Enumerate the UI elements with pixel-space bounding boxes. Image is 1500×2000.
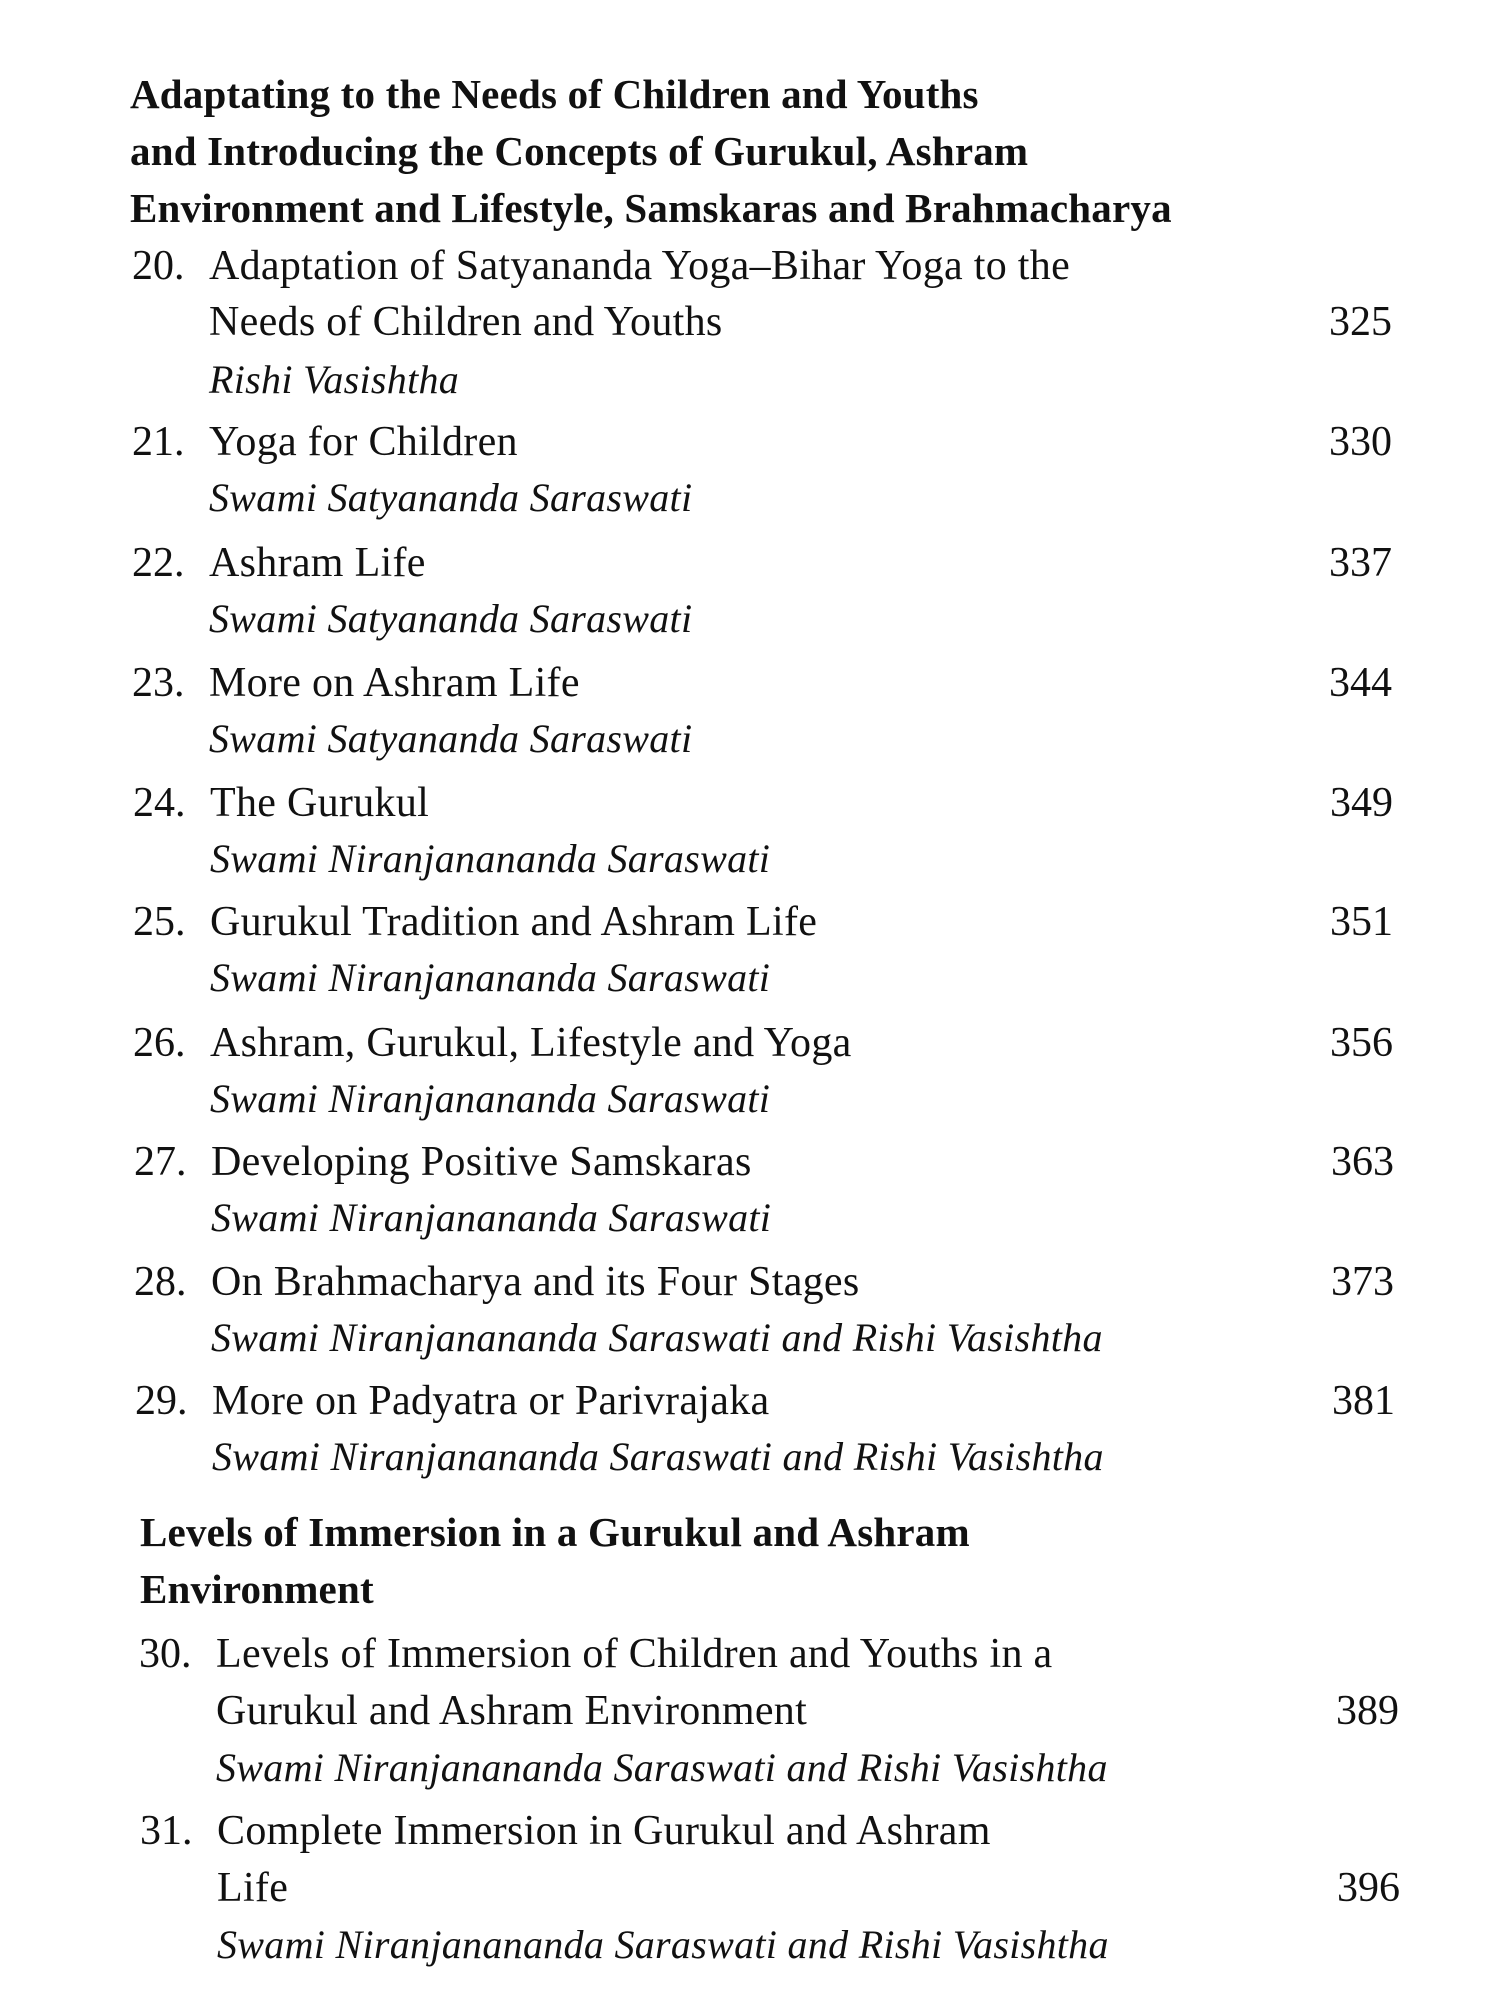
entry-number: 20. bbox=[132, 243, 185, 289]
entry-page-number: 396 bbox=[1337, 1865, 1400, 1911]
entry-title: Needs of Children and Youths bbox=[209, 299, 723, 345]
entry-number: 26. bbox=[133, 1020, 186, 1066]
entry-page-number: 373 bbox=[1331, 1259, 1394, 1305]
entry-page-number: 325 bbox=[1329, 299, 1392, 345]
section-heading-line: Environment bbox=[140, 1566, 374, 1612]
entry-page-number: 344 bbox=[1329, 660, 1392, 706]
entry-number: 21. bbox=[132, 419, 185, 465]
entry-author: Swami Niranjanananda Saraswati bbox=[211, 1195, 772, 1240]
entry-author: Swami Satyananda Saraswati bbox=[209, 475, 693, 520]
entry-number: 28. bbox=[134, 1259, 187, 1305]
entry-title: Levels of Immersion of Children and Youths in a bbox=[216, 1631, 1053, 1677]
entry-title: Ashram Life bbox=[209, 540, 426, 586]
entry-author: Swami Niranjanananda Saraswati and Rishi Vasishtha bbox=[211, 1315, 1103, 1360]
entry-number: 23. bbox=[132, 660, 185, 706]
entry-number: 25. bbox=[133, 899, 186, 945]
section-heading-line: Levels of Immersion in a Gurukul and Ashram bbox=[140, 1509, 970, 1555]
entry-title: More on Ashram Life bbox=[209, 660, 580, 706]
entry-author: Swami Niranjanananda Saraswati bbox=[210, 836, 771, 881]
toc-entry-30[interactable] bbox=[139, 1626, 1399, 1801]
entry-author: Swami Satyananda Saraswati bbox=[209, 596, 693, 641]
toc-entry-22[interactable] bbox=[132, 535, 1392, 650]
entry-page-number: 351 bbox=[1330, 899, 1393, 945]
toc-entry-21[interactable] bbox=[132, 414, 1392, 529]
entry-number: 27. bbox=[134, 1139, 187, 1185]
toc-entry-26[interactable] bbox=[133, 1015, 1393, 1130]
toc-entry-27[interactable] bbox=[134, 1134, 1394, 1249]
section-heading-line: Environment and Lifestyle, Samskaras and Brahmacharya bbox=[130, 185, 1172, 231]
entry-page-number: 349 bbox=[1330, 780, 1393, 826]
entry-page-number: 330 bbox=[1329, 419, 1392, 465]
entry-title: The Gurukul bbox=[210, 780, 430, 826]
entry-page-number: 337 bbox=[1329, 540, 1392, 586]
entry-author: Swami Niranjanananda Saraswati and Rishi Vasishtha bbox=[217, 1922, 1109, 1967]
entry-number: 29. bbox=[135, 1378, 188, 1424]
entry-title: Adaptation of Satyananda Yoga–Bihar Yoga to the bbox=[209, 243, 1071, 289]
entry-title: More on Padyatra or Parivrajaka bbox=[212, 1378, 770, 1424]
toc-entry-20[interactable] bbox=[132, 238, 1392, 408]
entry-page-number: 381 bbox=[1332, 1378, 1395, 1424]
entry-author: Swami Satyananda Saraswati bbox=[209, 716, 693, 761]
toc-entry-25[interactable] bbox=[133, 894, 1393, 1009]
toc-entry-29[interactable] bbox=[135, 1373, 1395, 1488]
entry-author: Swami Niranjanananda Saraswati and Rishi Vasishtha bbox=[212, 1434, 1104, 1479]
entry-author: Rishi Vasishtha bbox=[209, 357, 460, 402]
entry-title: Gurukul Tradition and Ashram Life bbox=[210, 899, 818, 945]
entry-author: Swami Niranjanananda Saraswati bbox=[210, 955, 771, 1000]
entry-author: Swami Niranjanananda Saraswati bbox=[210, 1076, 771, 1121]
entry-title: Yoga for Children bbox=[209, 419, 518, 465]
section-heading-1 bbox=[130, 66, 1172, 237]
entry-title: Complete Immersion in Gurukul and Ashram bbox=[217, 1808, 991, 1854]
entry-page-number: 363 bbox=[1331, 1139, 1394, 1185]
entry-title: Life bbox=[217, 1865, 289, 1911]
toc-entry-23[interactable] bbox=[132, 655, 1392, 770]
toc-entry-24[interactable] bbox=[133, 775, 1393, 890]
entry-page-number: 356 bbox=[1330, 1020, 1393, 1066]
section-heading-line: and Introducing the Concepts of Gurukul, Ashram bbox=[130, 128, 1029, 174]
entry-title: Ashram, Gurukul, Lifestyle and Yoga bbox=[210, 1020, 852, 1066]
entry-title: Gurukul and Ashram Environment bbox=[216, 1688, 808, 1734]
section-heading-line: Adaptating to the Needs of Children and Youths bbox=[130, 71, 979, 117]
entry-author: Swami Niranjanananda Saraswati and Rishi Vasishtha bbox=[216, 1745, 1108, 1790]
section-heading-2 bbox=[140, 1504, 970, 1618]
entry-number: 22. bbox=[132, 540, 185, 586]
toc-entry-31[interactable] bbox=[140, 1803, 1400, 1978]
entry-number: 30. bbox=[139, 1631, 192, 1677]
entry-page-number: 389 bbox=[1336, 1688, 1399, 1734]
entry-number: 24. bbox=[133, 780, 186, 826]
entry-title: Developing Positive Samskaras bbox=[211, 1139, 752, 1185]
toc-entry-28[interactable] bbox=[134, 1254, 1394, 1369]
entry-number: 31. bbox=[140, 1808, 193, 1854]
entry-title: On Brahmacharya and its Four Stages bbox=[211, 1259, 860, 1305]
